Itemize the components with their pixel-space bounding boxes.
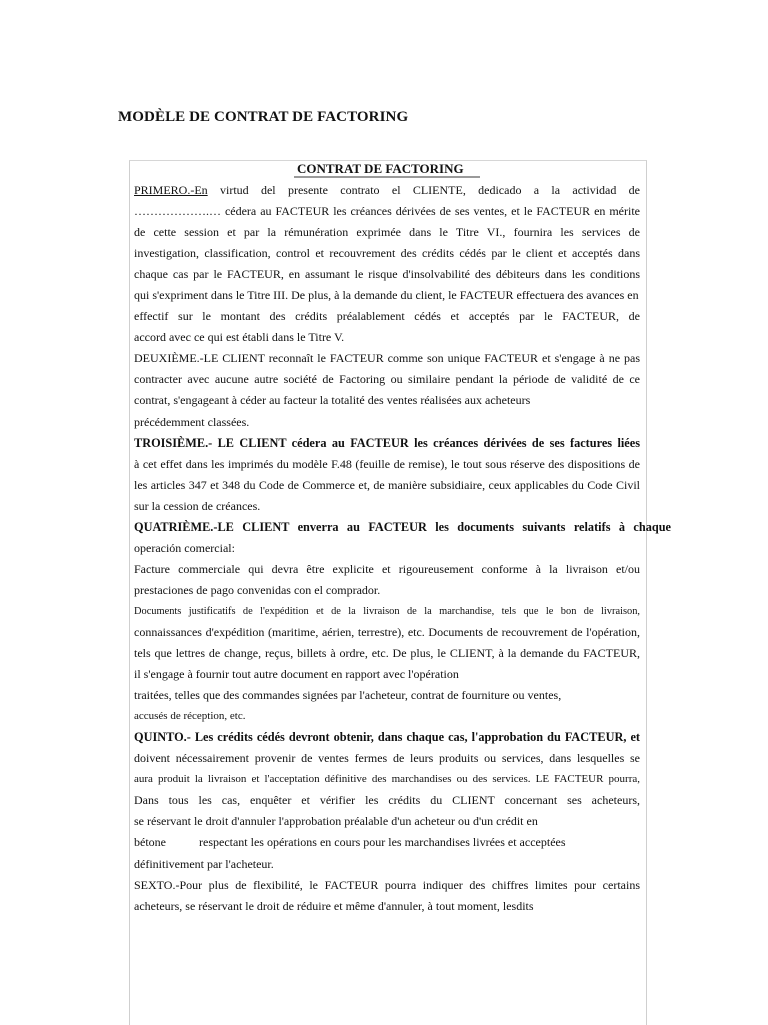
article-quatrieme-line: prestaciones de pago convenidas con el comprador.: [134, 582, 381, 597]
contract-title: CONTRAT DE FACTORING: [297, 161, 464, 176]
article-primero-line: qui s'expriment dans le Titre III. De plus, à la demande du client, le FACTEUR effectuera des avances en: [134, 288, 639, 303]
text-span: respectant les opérations en cours pour les marchandises livrées et acceptées: [199, 835, 566, 850]
article-primero-line: effectif sur le montant des crédits préalablement cédés et acceptés par le FACTEUR, de: [134, 309, 640, 324]
article-quatrieme-line: il s'engage à fournir tout autre document en rapport avec l'opération: [134, 667, 459, 682]
article-sexto-line: SEXTO.-Pour plus de flexibilité, le FACTEUR pourra indiquer des chiffres limites pour certains: [134, 877, 640, 892]
article-quatrieme-line: traitées, telles que des commandes signées par l'acheteur, contrat de fourniture ou ventes,: [134, 688, 562, 703]
article-primero-line: investigation, classification, control et recouvrement des crédits cédés par le client et acceptés dans: [134, 246, 640, 261]
article-quatrieme-line: Facture commerciale qui devra être explicite et rigoureusement conforme à la livraison et/ou: [134, 561, 640, 576]
article-quinto-line: aura produit la livraison et l'acceptation définitive des marchandises ou des services. LE FACTEUR pourra,: [134, 773, 640, 786]
article-quinto-line: doivent nécessairement provenir de ventes fermes de leurs produits ou services, dans lesquelles se: [134, 751, 640, 766]
article-troisieme-line: les articles 347 et 348 du Code de Commerce et, de manière subsidiaire, ceux applicables du Code Civil: [134, 477, 640, 492]
article-quatrieme-line: tels que lettres de change, reçus, billets à ordre, etc. De plus, le CLIENT, à la demande du FACTEUR,: [134, 646, 640, 661]
article-primero-line: [134, 180, 640, 201]
document-heading: MODÈLE DE CONTRAT DE FACTORING: [118, 109, 409, 125]
title-underline: [294, 176, 480, 178]
article-quinto-line: se réservant le droit d'annuler l'approbation préalable d'un acheteur ou d'un crédit en: [134, 814, 538, 829]
article-troisieme-line: à cet effet dans les imprimés du modèle F.48 (feuille de remise), le tout sous réserve des dispositions de: [134, 456, 640, 471]
article-quinto-line: [134, 832, 640, 853]
article-deuxieme-line: contracter avec aucune autre société de Factoring ou similaire pendant la période de validité de ce: [134, 372, 640, 387]
article-deuxieme-line: DEUXIÈME.-LE CLIENT reconnaît le FACTEUR comme son unique FACTEUR et s'engage à ne pas: [134, 351, 640, 366]
article-primero-line: chaque cas par le FACTEUR, en assumant le risque d'insolvabilité des débiteurs dans les conditions: [134, 267, 640, 282]
article-troisieme-line: sur la cession de créances.: [134, 498, 261, 513]
article-primero-line: de cette session et par la rémunération exprimée dans le Titre VI., fournira les services de: [134, 225, 640, 240]
article-deuxieme-line: contrat, s'engageant à céder au facteur la totalité des ventes réalisées aux acheteurs: [134, 393, 531, 408]
article-troisieme-heading: TROISIÈME.- LE CLIENT cédera au FACTEUR les créances dérivées de ses factures liées: [134, 435, 640, 450]
article-quinto-line: Dans tous les cas, enquêter et vérifier les crédits du CLIENT concernant ses acheteurs,: [134, 793, 640, 808]
article-sexto-line: acheteurs, se réservant le droit de réduire et même d'annuler, à tout moment, lesdits: [134, 898, 534, 913]
contract-body: [134, 180, 671, 917]
text-span: bétone: [134, 835, 166, 850]
text-span: virtud del presente contrato el CLIENTE, dedicado a la actividad de: [220, 183, 641, 197]
article-deuxieme-line: précédemment classées.: [134, 414, 250, 429]
article-quinto-heading: QUINTO.- Les crédits cédés devront obtenir, dans chaque cas, l'approbation du FACTEUR, et: [134, 730, 640, 745]
article-quatrieme-heading: QUATRIÈME.-LE CLIENT enverra au FACTEUR les documents suivants relatifs à chaque: [134, 519, 671, 534]
article-quatrieme-line: accusés de réception, etc.: [134, 710, 246, 723]
article-quinto-line: définitivement par l'acheteur.: [134, 856, 274, 871]
article-primero-line: accord avec ce qui est établi dans le Titre V.: [134, 330, 345, 345]
article-quatrieme-line: connaissances d'expédition (maritime, aérien, terrestre), etc. Documents de recouvrement de l'opération,: [134, 624, 640, 639]
article-primero-label: PRIMERO.-En: [134, 183, 208, 197]
article-quatrieme-line: operación comercial:: [134, 540, 235, 555]
article-primero-line: ……………….… cédera au FACTEUR les créances dérivées de ses ventes, et le FACTEUR en mérite: [134, 204, 640, 219]
article-quatrieme-line: Documents justificatifs de l'expédition et de la livraison de la marchandise, tels que le bon de livraison,: [134, 605, 640, 617]
